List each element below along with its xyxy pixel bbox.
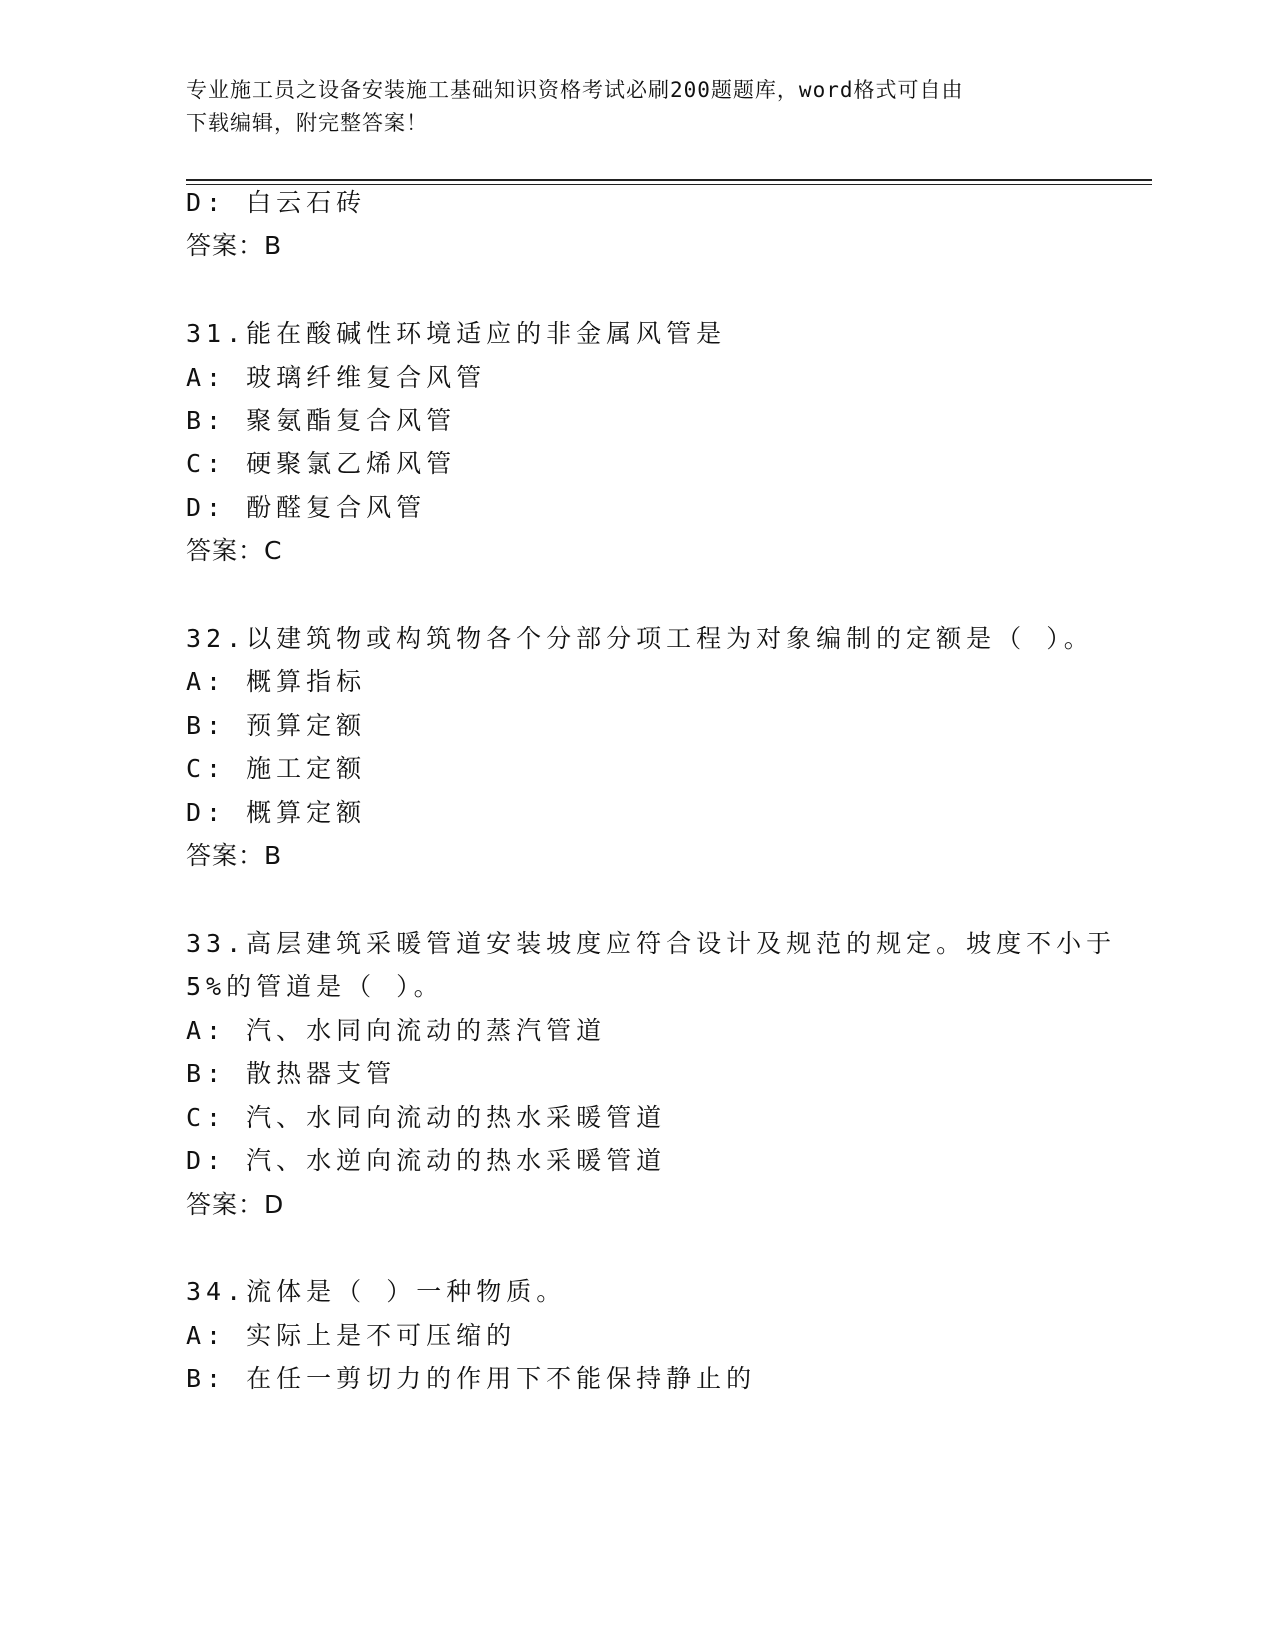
q33-stem-line-1: 33.高层建筑采暖管道安装坡度应符合设计及规范的规定。坡度不小于 xyxy=(186,929,1117,958)
header-title-line-2: 下载编辑，附完整答案！ xyxy=(186,111,428,135)
q31-option-b: B: 聚氨酯复合风管 xyxy=(186,406,457,435)
header-divider-thick xyxy=(186,179,1152,181)
q32-stem: 32.以建筑物或构筑物各个分部分项工程为对象编制的定额是（ ）。 xyxy=(186,624,1094,653)
q33-option-d: D: 汽、水逆向流动的热水采暖管道 xyxy=(186,1146,667,1175)
header-title-line-1: 专业施工员之设备安装施工基础知识资格考试必刷200题题库，word格式可自由 xyxy=(186,78,964,102)
q33-option-c: C: 汽、水同向流动的热水采暖管道 xyxy=(186,1103,667,1132)
q33-answer: 答案：D xyxy=(186,1190,285,1219)
q34-option-b: B: 在任一剪切力的作用下不能保持静止的 xyxy=(186,1364,757,1393)
q31-option-d: D: 酚醛复合风管 xyxy=(186,493,427,522)
q30-option-d: D: 白云石砖 xyxy=(186,188,367,217)
q31-stem: 31.能在酸碱性环境适应的非金属风管是 xyxy=(186,319,727,348)
q32-option-a: A: 概算指标 xyxy=(186,667,367,696)
q31-option-c: C: 硬聚氯乙烯风管 xyxy=(186,449,457,478)
q34-stem: 34.流体是（ ）一种物质。 xyxy=(186,1277,567,1306)
document-header xyxy=(186,74,1066,140)
q33-option-a: A: 汽、水同向流动的蒸汽管道 xyxy=(186,1016,607,1045)
q31-answer: 答案：C xyxy=(186,536,283,565)
header-divider-thin xyxy=(186,184,1152,185)
q34-option-a: A: 实际上是不可压缩的 xyxy=(186,1321,517,1350)
q32-answer: 答案：B xyxy=(186,841,283,870)
q32-option-d: D: 概算定额 xyxy=(186,798,367,827)
q31-option-a: A: 玻璃纤维复合风管 xyxy=(186,363,487,392)
q32-option-b: B: 预算定额 xyxy=(186,711,367,740)
q33-option-b: B: 散热器支管 xyxy=(186,1059,397,1088)
q33-stem-line-2: 5%的管道是（ ）。 xyxy=(186,972,444,1001)
q32-option-c: C: 施工定额 xyxy=(186,754,367,783)
q30-answer: 答案：B xyxy=(186,231,283,260)
